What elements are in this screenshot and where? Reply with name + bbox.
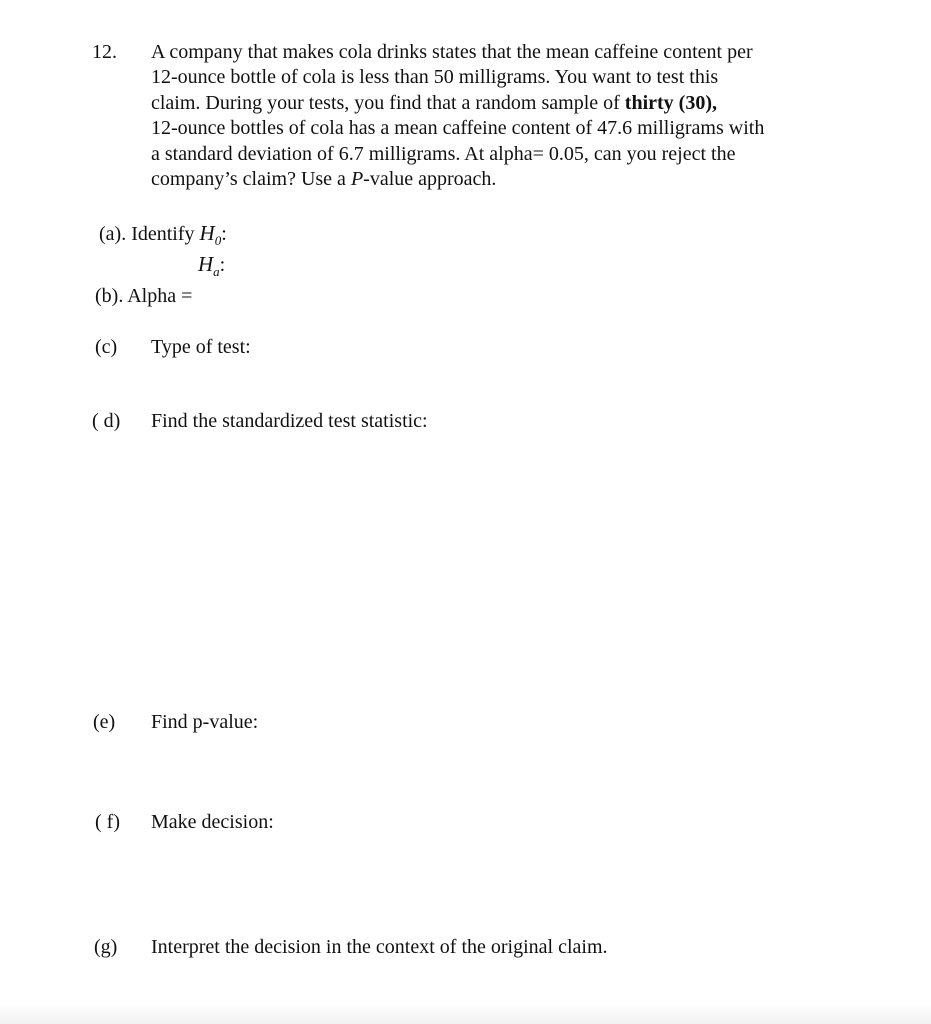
h0-symbol: H	[199, 221, 215, 245]
stem-line-6: company’s claim? Use a P-value approach.	[151, 168, 497, 191]
p-italic: P	[350, 168, 364, 191]
ha-line	[198, 252, 225, 279]
part-g-label: (g)	[94, 936, 118, 958]
part-g-prompt: Interpret the decision in the context of the original claim.	[151, 936, 608, 958]
stem-line-2: 12-ounce bottle of cola is less than 50 milligrams. You want to test this	[151, 66, 719, 89]
part-d-label: ( d)	[92, 410, 121, 432]
part-d-prompt: Find the standardized test statistic:	[151, 410, 428, 432]
stem-line-1: A company that makes cola drinks states that the mean caffeine content per	[151, 41, 753, 63]
part-b-label: (b). Alpha =	[95, 285, 193, 307]
part-f-label: ( f)	[95, 811, 120, 833]
stem-line-4: 12-ounce bottles of cola has a mean caffeine content of 47.6 milligrams with	[151, 117, 765, 140]
stem-line-3: claim. During your tests, you find that a random sample of thirty (30),	[151, 91, 717, 114]
h0-colon: :	[221, 223, 227, 245]
stem-line-5: a standard deviation of 6.7 milligrams. At alpha= 0.05, can you reject the	[151, 142, 736, 165]
part-c-label: (c)	[95, 336, 118, 358]
ha-colon: :	[219, 254, 226, 276]
part-e-prompt: Find p-value:	[151, 711, 259, 733]
part-e-label: (e)	[93, 711, 116, 733]
question-stem	[151, 40, 841, 192]
question-number: 12.	[92, 41, 117, 63]
sample-size-bold: thirty (30),	[624, 91, 717, 114]
part-c-prompt: Type of test:	[151, 336, 251, 358]
ha-subscript: a	[213, 264, 220, 279]
part-a-label: (a). Identify	[99, 223, 195, 245]
h0-subscript: 0	[214, 233, 222, 248]
part-f-prompt: Make decision:	[151, 811, 274, 833]
part-a	[99, 221, 227, 248]
page-bottom-shade	[0, 1004, 931, 1024]
ha-symbol: H	[198, 252, 214, 276]
